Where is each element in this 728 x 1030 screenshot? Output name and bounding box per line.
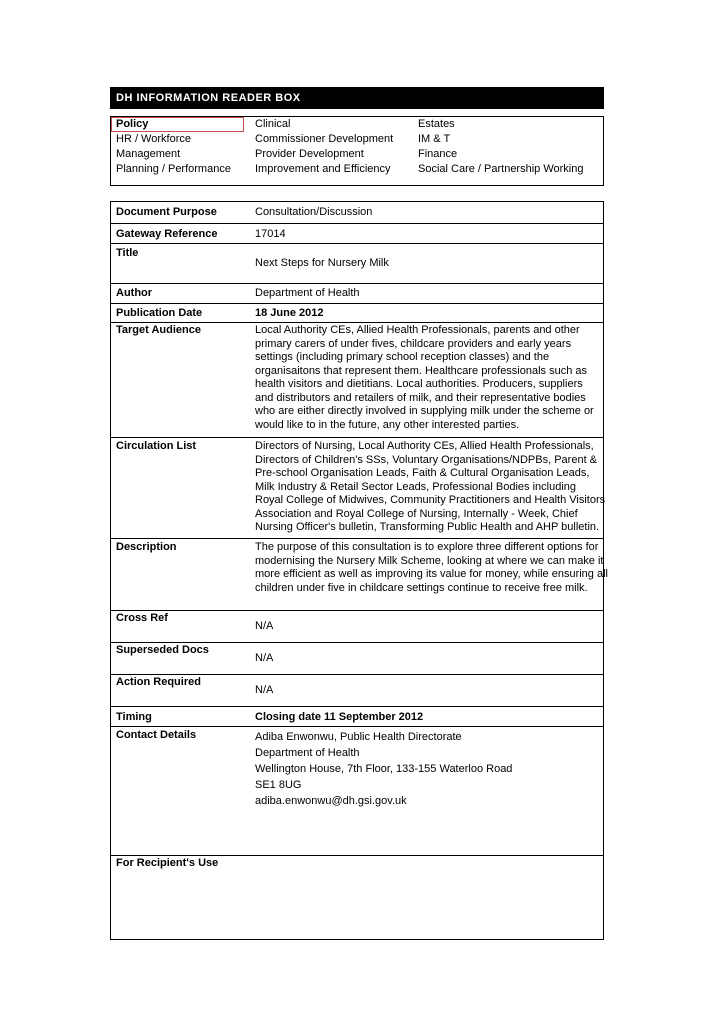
value-gateway-reference: 17014 (255, 228, 286, 240)
row-superseded-docs (111, 642, 603, 675)
text-line: Pre-school Organisation Leads, Faith & Cultural Organisation Leads, (255, 467, 590, 479)
label-contact-details: Contact Details (116, 729, 197, 741)
label-superseded-docs: Superseded Docs (116, 644, 209, 656)
value-contact-details (255, 729, 600, 809)
contact-postcode: SE1 8UG (255, 779, 302, 791)
text-line: and distributors and retailers of milk, and their representative bodies (255, 391, 586, 404)
text-line: The purpose of this consultation is to explore three different options for (255, 541, 599, 553)
category-provider-development: Provider Development (255, 148, 364, 160)
label-cross-ref: Cross Ref (116, 612, 168, 624)
value-cross-ref: N/A (255, 620, 274, 632)
value-author: Department of Health (255, 287, 360, 299)
contact-email: adiba.enwonwu@dh.gsi.gov.uk (255, 795, 407, 807)
category-estates: Estates (418, 118, 455, 130)
contact-organisation: Department of Health (255, 747, 360, 759)
value-title: Next Steps for Nursery Milk (255, 257, 389, 269)
text-line: more efficient as well as improving its value for money, while ensuring all (255, 568, 608, 580)
text-line: settings (including primary school reception classes) and the (255, 351, 550, 363)
label-action-required: Action Required (116, 676, 201, 688)
text-line: primary carers of under fives, childcare providers and early years (255, 337, 572, 350)
information-table (110, 201, 608, 940)
category-improvement-efficiency: Improvement and Efficiency (255, 163, 391, 175)
text-line: Directors of Nursing, Local Authority CEs, Allied Health Professionals, (255, 440, 594, 452)
row-target-audience (111, 322, 603, 438)
value-superseded-docs: N/A (255, 652, 274, 664)
value-circulation-list (255, 440, 606, 535)
label-recipients-use: For Recipient's Use (116, 857, 219, 869)
text-line: modernising the Nursery Milk Scheme, looking at where we can make it (255, 554, 604, 567)
category-social-care: Social Care / Partnership Working (418, 163, 584, 175)
label-author: Author (116, 287, 153, 299)
text-line: Milk Industry & Retail Sector Leads, Professional Bodies including (255, 480, 576, 493)
text-line: Royal College of Midwives, Community Practitioners and Health Visitors (255, 494, 606, 506)
label-target-audience: Target Audience (116, 324, 201, 336)
value-action-required: N/A (255, 684, 274, 696)
text-line: Local Authority CEs, Allied Health Professionals, parents and other (255, 324, 580, 336)
value-description (255, 541, 608, 595)
category-policy: Policy (116, 118, 149, 130)
category-planning-performance: Planning / Performance (116, 163, 231, 175)
category-clinical: Clinical (255, 118, 291, 130)
text-line: would like to in the future, any other interested parties. (255, 418, 520, 431)
row-contact-details (111, 726, 603, 856)
row-cross-ref (111, 610, 603, 643)
row-timing (111, 706, 603, 727)
label-document-purpose: Document Purpose (116, 206, 217, 218)
text-line: Association and Royal College of Nursing, Internally - Week, Chief (255, 507, 578, 520)
category-finance: Finance (418, 148, 458, 160)
label-title: Title (116, 247, 139, 259)
row-title (111, 243, 603, 284)
category-commissioner-development: Commissioner Development (255, 133, 394, 145)
text-line: Nursing Officer's bulletin, Transforming Public Health and AHP bulletin. (255, 521, 600, 533)
value-document-purpose: Consultation/Discussion (255, 206, 373, 218)
reader-box-header: DH INFORMATION READER BOX (110, 87, 604, 109)
row-gateway-reference (111, 223, 603, 244)
category-im-t: IM & T (418, 133, 451, 145)
row-circulation-list (111, 437, 606, 539)
text-line: who are either directly involved in supplying milk under the scheme or (255, 405, 594, 417)
label-gateway-reference: Gateway Reference (116, 228, 218, 240)
text-line: organisaitons that represent them. Healthcare professionals such as (255, 364, 588, 377)
row-document-purpose (111, 202, 603, 223)
row-publication-date (111, 303, 603, 323)
label-circulation-list: Circulation List (116, 440, 197, 452)
contact-address: Wellington House, 7th Floor, 133-155 Waterloo Road (255, 763, 513, 775)
row-action-required (111, 674, 603, 707)
label-timing: Timing (116, 711, 152, 723)
label-description: Description (116, 541, 177, 553)
row-author (111, 283, 603, 304)
text-line: children under five in childcare settings continue to receive free milk. (255, 581, 588, 594)
value-target-audience (255, 324, 600, 432)
text-line: Directors of Children's SSs, Voluntary Organisations/NDPBs, Parent & (255, 453, 598, 466)
contact-name: Adiba Enwonwu, Public Health Directorate (255, 731, 462, 743)
row-recipients-use (111, 855, 603, 940)
value-publication-date: 18 June 2012 (255, 307, 324, 319)
category-hr-workforce: HR / Workforce (116, 133, 191, 145)
category-box (110, 116, 604, 186)
label-publication-date: Publication Date (116, 307, 203, 319)
row-description (111, 538, 608, 611)
category-management: Management (116, 148, 181, 160)
value-timing: Closing date 11 September 2012 (255, 711, 424, 723)
text-line: health visitors and dietitians. Local authorities. Producers, suppliers (255, 378, 583, 390)
